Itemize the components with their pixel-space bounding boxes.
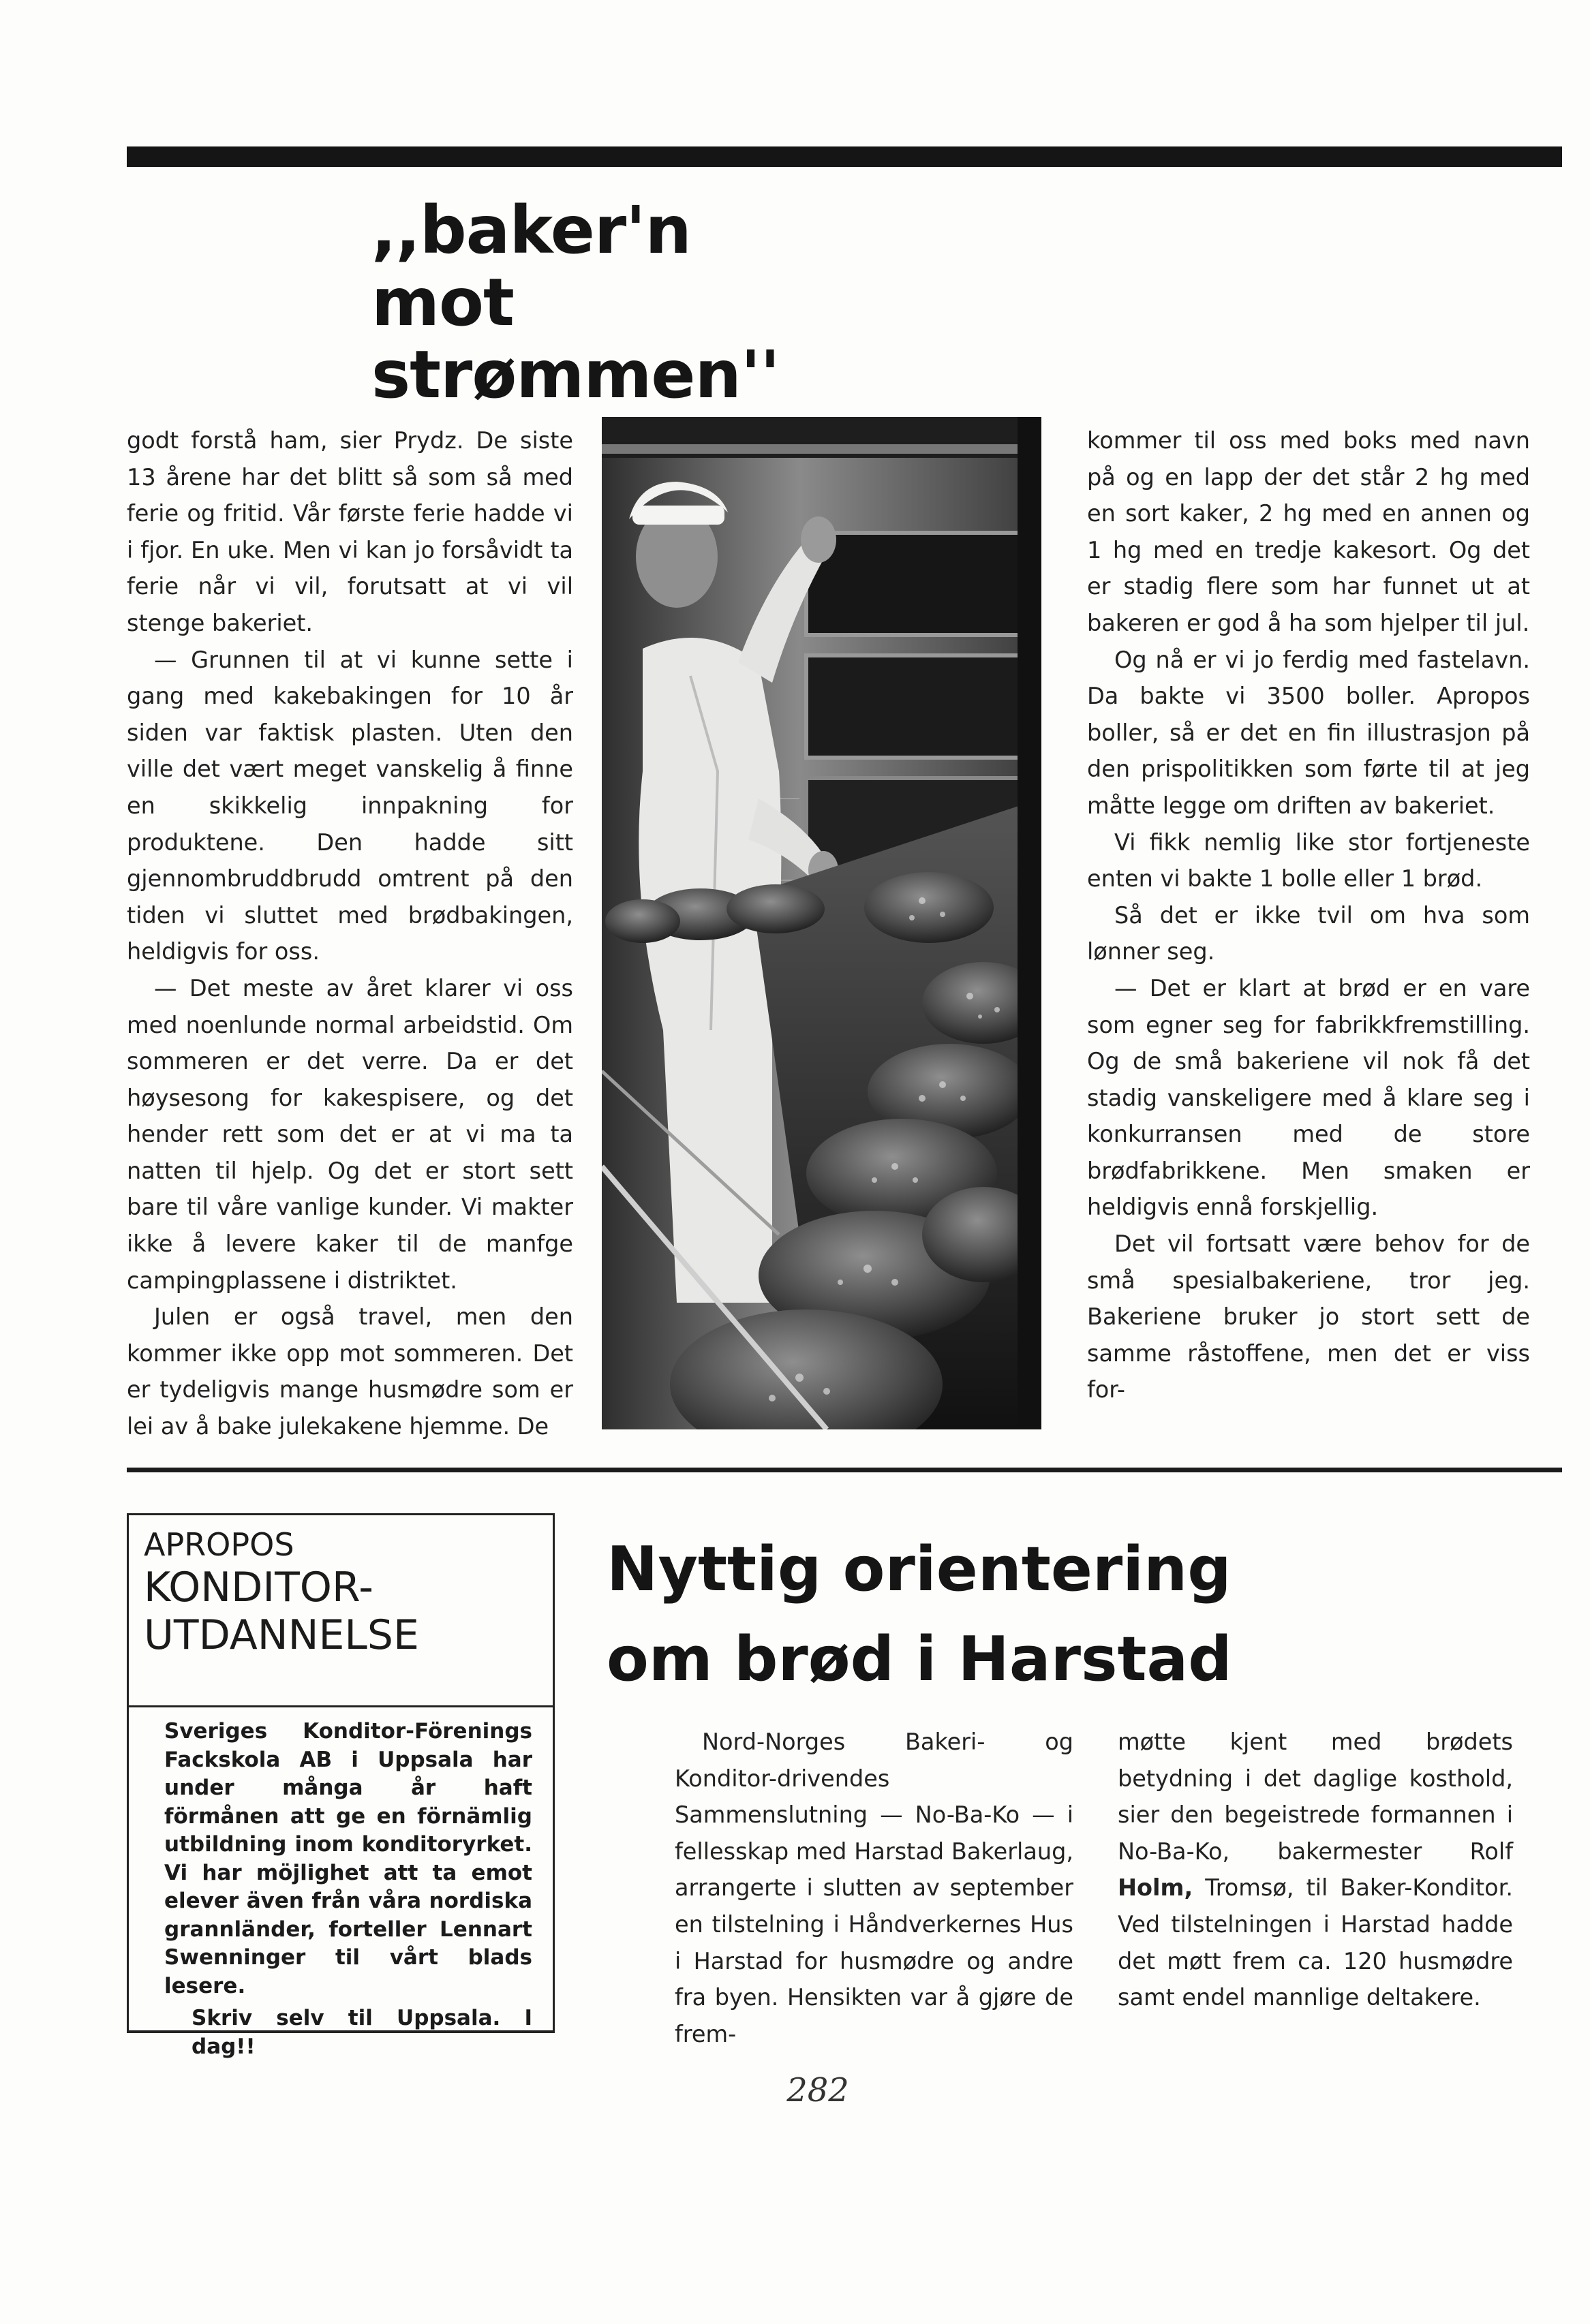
box-body xyxy=(164,1718,532,2061)
paragraph: Nord-Norges Bakeri- og Konditor-drivendes Sammenslutning — No-Ba-Ko — i fellesskap med Harstad Bakerlaug, arrangerte i slutten av september en tilstelning i Håndverkernes Hus i Harstad for husmødre og andre fra byen. Hensikten var å gjøre de frem- xyxy=(675,1729,1073,2047)
box-top-border xyxy=(127,1513,555,1515)
baker-photo-illustration xyxy=(602,417,1041,1429)
paragraph: kommer til oss med boks med navn på og en lapp der det står 2 hg med en sort kaker, 2 hg med en annen og 1 hg med en tredje kakesort. Og det er stadig flere som har funnet ut at bakeren er god å ha som hjelper til jul. xyxy=(1087,427,1530,636)
box-bottom-border xyxy=(127,2030,555,2033)
box-title-line-2: KONDITOR- xyxy=(144,1564,373,1611)
paragraph: — Det er klart at brød er en vare som egner seg for fabrikkfremstilling. Og de små bakeriene vil nok få det stadig vanskeligere med å klare seg i konkurransen med de store brødfabrikkene. Men smaken er heldigvis ennå forskjellig. xyxy=(1087,974,1530,1221)
paragraph: Det vil fortsatt være behov for de små spesialbakeriene, tror jeg. Bakeriene bruker jo stort sett de samme råstoffene, men det er viss for- xyxy=(1087,1230,1530,1404)
paragraph xyxy=(1118,1724,1513,2016)
article2-column-left xyxy=(675,1724,1073,2052)
article2-column-right xyxy=(1118,1724,1513,2016)
box-call-to-action: Skriv selv til Uppsala. I dag!! xyxy=(192,2006,532,2059)
paragraph: Og nå er vi jo ferdig med fastelavn. Da bakte vi 3500 boller. Apropos boller, så er det en fin illustrasjon på den prispolitikken som førte til at jeg måtte legge om driften av bakeriet. xyxy=(1087,646,1530,819)
article-headline-2 xyxy=(607,1525,1561,1705)
person-name: Holm, xyxy=(1118,1874,1193,1902)
paragraph: — Det meste av året klarer vi oss med noenlunde normal arbeidstid. Om sommeren er det verre. Da er det høysesong for kakespisere, og det hender rett som det er at vi ma ta natten til hjelp. Og det er stort sett bare til våre vanlige kunder. Vi makter ikke å levere kaker til de manfge campingplassene i distriktet. xyxy=(127,974,573,1294)
paragraph-part: møtte kjent med brødets betydning i det daglige kosthold, sier den begeistrede formannen i No-Ba-Ko, bakermester Rolf xyxy=(1118,1729,1513,1865)
paragraph: Julen er også travel, men den kommer ikke opp mot sommeren. Det er tydeligvis mange husmødre som er lei av å bake julekakene hjemme. De xyxy=(127,1303,573,1440)
headline-line-3: strømmen'' xyxy=(371,337,780,413)
article-column-left xyxy=(127,422,573,1445)
baker-photo xyxy=(602,417,1041,1429)
box-divider xyxy=(129,1705,553,1707)
article-column-right xyxy=(1087,422,1530,1408)
box-title-line-3: UTDANNELSE xyxy=(144,1611,419,1659)
paragraph: Så det er ikke tvil om hva som lønner seg. xyxy=(1087,901,1530,965)
paragraph-part: Tromsø, til Baker-Konditor. Ved tilstelningen i Harstad hadde det møtt frem ca. 120 husmødre samt endel mannlige deltakere. xyxy=(1118,1874,1513,2011)
headline-line-2: mot xyxy=(371,264,514,341)
box-title-line-1: APROPOS xyxy=(144,1526,294,1563)
article-headline xyxy=(371,194,780,411)
paragraph: — Grunnen til at vi kunne sette i gang med kakebakingen for 10 år siden var faktisk plasten. Uten den ville det vært meget vanskelig å finne en skikkelig innpakning for produktene. Den hadde sitt gjennombruddbrudd omtrent på den tiden vi sluttet med brødbakingen, heldigvis for oss. xyxy=(127,646,573,965)
paragraph: godt forstå ham, sier Prydz. De siste 13 årene har det blitt så som så med ferie og fritid. Vår første ferie hadde vi i fjor. En uke. Men vi kan jo forsåvidt ta ferie når vi vil, forutsatt at vi vil stenge bakeriet. xyxy=(127,427,573,636)
top-rule xyxy=(127,146,1562,167)
headline2-line-1: Nyttig orientering xyxy=(607,1534,1232,1605)
paragraph: Vi fikk nemlig like stor fortjeneste enten vi bakte 1 bolle eller 1 brød. xyxy=(1087,828,1530,893)
headline2-line-2: om brød i Harstad xyxy=(607,1624,1232,1695)
apropos-box xyxy=(127,1513,555,2059)
section-divider xyxy=(127,1468,1562,1472)
box-paragraph: Sveriges Konditor-Förenings Fackskola AB i Uppsala har under många år haft förmånen att ge en förnämlig utbildning inom konditoryrket. Vi har möjlighet att ta emot elever även från våra nordiska grannländer, forteller Lennart Swenninger til vårt blads lesere. xyxy=(164,1719,532,1998)
headline-line-1: ,,baker'n xyxy=(371,192,691,268)
page-number: 282 xyxy=(786,2071,849,2109)
box-title xyxy=(144,1525,539,1659)
